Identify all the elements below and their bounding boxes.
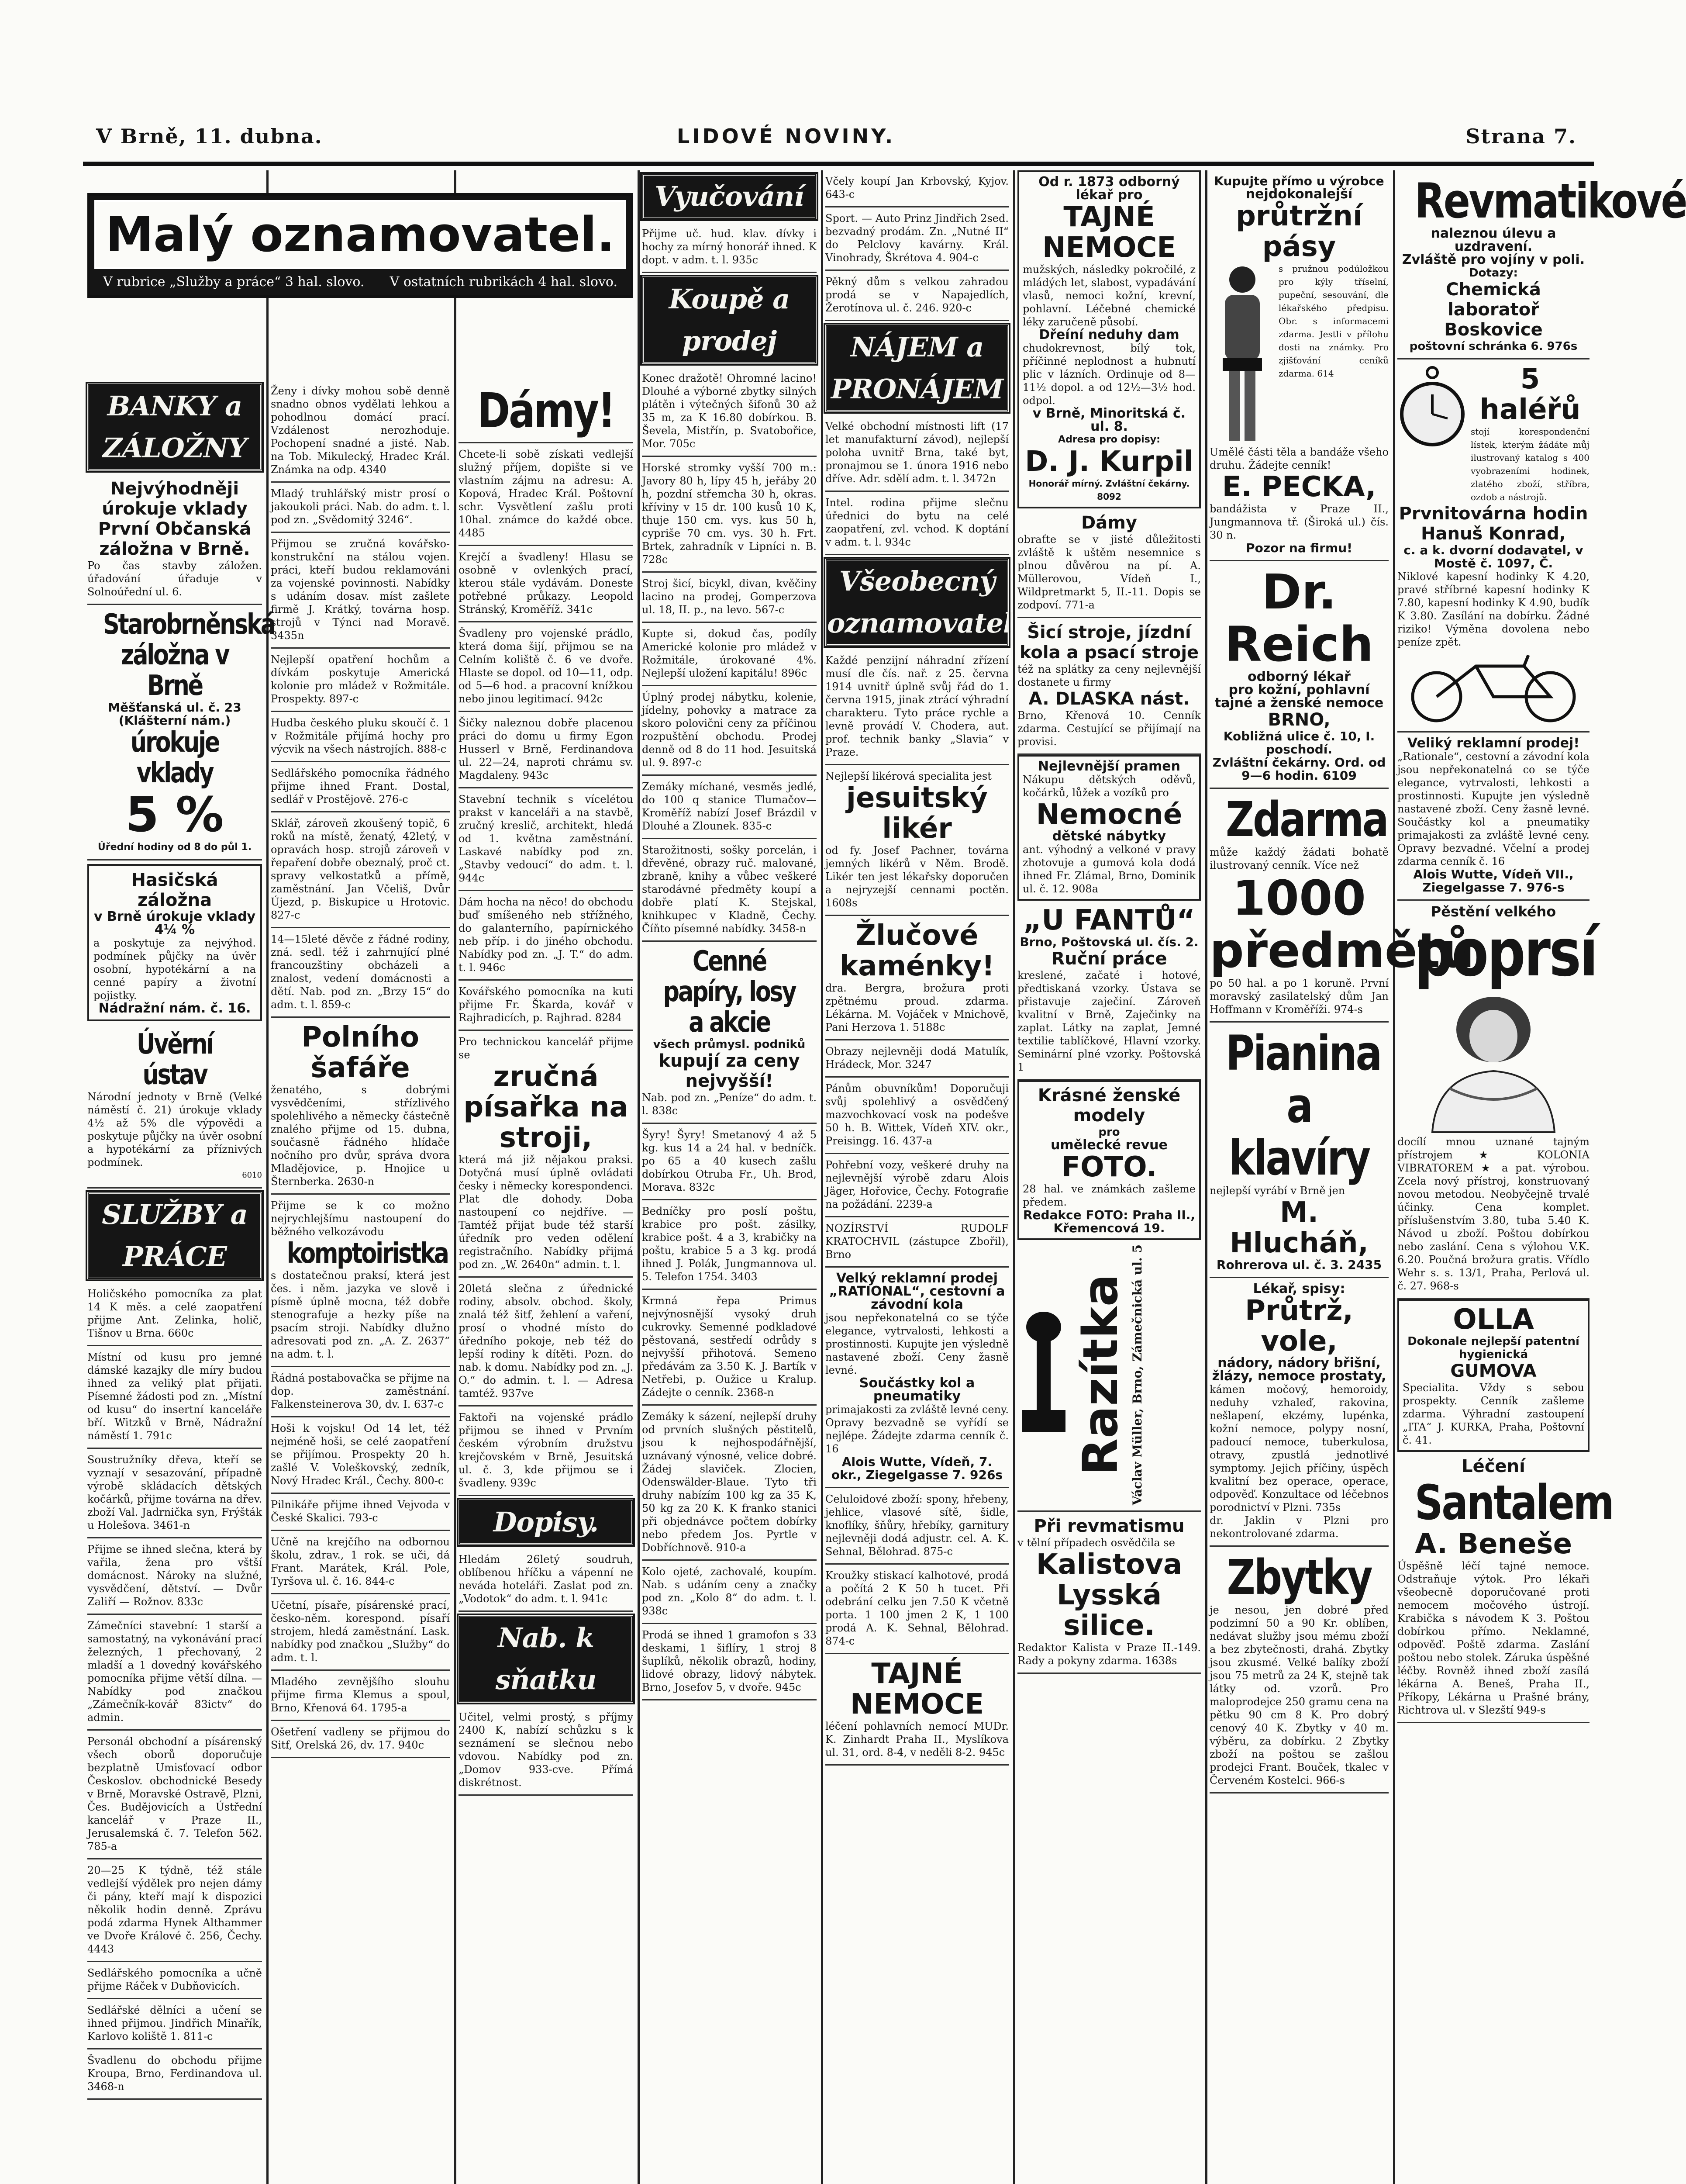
ad-headline: komptoiristka xyxy=(286,1237,448,1270)
masthead-title: Malý oznamovatel. xyxy=(94,200,626,269)
ad-bank-1 xyxy=(87,474,262,605)
ad-display-dlaska xyxy=(1017,618,1201,755)
ad-text: docílí mnou uznané tajným přístrojem ★ KOLONIA VIBRATOREM ★ a pat. výrobou. Zcela nový přístroj, konstruovaný novou metodou. Neobyčejně trvalé účinky. Cena komplet. příslušenstvím 3.80, tuba 5.40 K. Návod u zboží. Poštou dobírkou nebo zaslání. Cena s výlohou V.K. 6.20. Poučná brožura gratis. Vřídlo Wehr s. s. 13/1, Praha, Perlová ul. č. 27. 968-s xyxy=(1397,1136,1589,1292)
ad-subheadline: naleznou úlevu a uzdravení. xyxy=(1431,226,1556,254)
classified-ad: Starožitnosti, sošky porcelán, i dřevěné, obrazy ruč. malované, zbraně, knihy a vůbec veškeré starodávné předměty koupí a dobře platí K. Stejskal, knihkupec v Kladně, Čechy. Číňto písemné nabídky. 3458-n xyxy=(642,839,817,942)
ad-display-pecka xyxy=(1210,170,1389,561)
ad-text: Přijme se k co možno nejrychlejšímu nastoupení do běžného velkozávodu xyxy=(271,1199,450,1238)
ad-text: Pozor na firmu! xyxy=(1246,541,1352,555)
ad-subheadline: úrokuje vklady xyxy=(130,726,219,789)
office-hours: Úřední hodiny od 8 do půl 1. xyxy=(97,842,252,853)
ad-text: „Rationale“, cestovní a závodní kola jsou nepřekonatelná co se týče elegance, vytrvalosti, lehkosti a prostinnosti. Kupujte jen výsledně nastavené zboží. Ceny žasně levné. Součástky kol a pneumatiky primajakosti za zvláště levné ceny. Opravy bezvadné. Včelní a prodej zdarma cenník č. 16 xyxy=(1397,750,1589,867)
ad-headline: Úvěrní ústav xyxy=(137,1028,213,1091)
ad-display-poprsi xyxy=(1397,901,1597,1299)
ad-text: obraťte se v jisté důležitosti zvláště k uštěm nesemnice s plnou důvěrou na pí. A. Müllerovou, Vídeň I., Wildpretmarkt 5, II.-11. Dopis se zodpoví. 771-a xyxy=(1017,533,1201,611)
ad-text: s dostatečnou praksí, která jest čes. i něm. jazyka ve slově i písmě úplně mocna, též dobře stenografuje a hezky píše na psacím stroji. Nabídky dlužno adresovati pod zn. „A. Z. 2637“ na adm. t. l. xyxy=(271,1269,450,1360)
ad-text: kreslené, začaté i hotové, předtiskaná vzorky. Ústava se přistavuje zaječiní. Zároveň kvalitní v Brně, Zaječinky na zaplat. Látky na zaplat, Jemné textilie tablíčkové, Hlavní vzorky. Seminární plné vzorky. Poštovská 1 xyxy=(1017,969,1201,1073)
column-4 xyxy=(638,170,821,2184)
ad-display-kalista xyxy=(1017,1512,1201,1674)
column-5 xyxy=(821,170,1013,2184)
classified-ad: Stavební technik s vícelétou prakst v kanceláři a na stavbě, zručný kreslič, architekt, hledá od 1. května zaměstnání. Laskavé nabídky pod zn. „Stavby vedoucí“ do adm. t. l. 944c xyxy=(459,788,633,891)
masthead-right-note: V ostatních rubrikách 4 hal. slovo. xyxy=(390,274,617,290)
ad-text: Dotazy: xyxy=(1469,266,1518,280)
ad-text: léčení pohlavních nemocí MUDr. K. Zinhardt Praha II., Myslíkova ul. 31, ord. 8-4, v neděli 8-2. 945c xyxy=(825,1720,1009,1759)
classified-ad: Hledám 26letý soudruh, oblíbenou hříčku a vápenní ne neváda hoteláři. Zaslat pod zn. „Vodotok“ do adm. t. l. 941c xyxy=(459,1548,633,1612)
classified-ad: NOZÍRSTVÍ RUDOLF KRATOCHVIL (zástupce Zbořil), Brno xyxy=(825,1217,1009,1268)
ad-display-cenne-papiry xyxy=(642,942,817,1124)
ad-headline: TAJNÉ NEMOCE xyxy=(1042,201,1176,264)
ad-headline: Při revmatismu xyxy=(1034,1516,1185,1537)
ad-subheadline: Pěstění velkého xyxy=(1431,903,1556,920)
ad-subheadline: Součástky kol a pneumatiky xyxy=(859,1375,975,1404)
ad-address: Rohrerova ul. č. 3. 2435 xyxy=(1216,1258,1382,1272)
ad-display-zbytky xyxy=(1210,1547,1389,1794)
classified-ad: Prodá se ihned 1 gramofon s 33 deskami, 1 šiflíry, 1 stroj 8 šuplíků, několik obrazů, hodiny, lidové obrazy, lidový nábytek. Brno, Josefov 5, v dvoře. 945c xyxy=(642,1624,817,1700)
ad-headline: Hanuš Konrad, xyxy=(1421,524,1566,544)
classified-ad: Pohřební vozy, veškeré druhy na nejlevnější výrobě zdaru Alois Jäger, Hořovice, Čechy. Fotografie na požádání. 2239-a xyxy=(825,1154,1009,1217)
ad-headline: „U FANTŮ“ xyxy=(1023,904,1195,936)
ad-display-komptoiristka xyxy=(271,1195,450,1367)
ad-text: dra. Bergra, brožura proti zpětnému proud. zdarma. Lékárna. M. Vojáček v Mnichově, Pani Herzova 1. 5188c xyxy=(825,982,1009,1033)
section-buy-sell: Koupě a prodej xyxy=(642,276,817,364)
classified-ad: Švadleny pro vojenské prádlo, která doma šijí, přijmou se na Celním koliště č. 6 ve dvoře. Hlaste se dopol. od 10—11, odp. od 5—6 hod. a pracovní knížkou nebo jinou legitimací. 942c xyxy=(459,622,633,712)
ad-text: Umělé části těla a bandáže všeho druhu. Žádejte cenník! xyxy=(1210,446,1389,471)
ad-subheadline: Dřeíní neduhy dam xyxy=(1039,327,1179,342)
classified-ad: Chcete-li sobě získati vedlejší služný příjem, dopište si ve vlastním zájmu na adresu: A. Kopová, Hradec Král. Poštovní schr. Vysvětlení zašlu proti 10hal. známce do každé obce. 4485 xyxy=(459,443,633,546)
classified-ad: Učetní, písaře, písárenské prací, česko-něm. korespond. písaří strojem, hledá zaměstnání. Lask. nabídky pod značkou „Služby“ do adm. t. l. xyxy=(271,1594,450,1671)
classified-ad: Šičky naleznou dobře placenou práci do domu u firmy Egon Husserl v Brně, Ferdinandova ul. 22—24, naproti chrámu sv. Magdaleny. 943c xyxy=(459,712,633,788)
classified-ad: Přijmou se zručná kovářsko-konstrukční na stálou vojen. práci, kteří budou reklamováni za vojenské povinnosti. Nabídky s udáním dosav. míst zašlete firmě J. Krátký, továrna hosp. strojů v Týnci nad Moravě. 3435n xyxy=(271,533,450,649)
ad-headline: FOTO. xyxy=(1061,1151,1157,1183)
ad-subheadline: v Brně úrokuje vklady 4¼ % xyxy=(93,909,256,937)
ad-headline: Nejvýhodněji úrokuje vklady První Občanská záložna v Brně. xyxy=(98,479,252,559)
ad-headline: E. PECKA, xyxy=(1222,471,1376,503)
ad-text: 28 hal. ve známkách zašleme předem. xyxy=(1023,1183,1196,1208)
classified-ad: Holičského pomocníka za plat 14 K měs. a celé zaopatření přijme Ant. Zelinka, holič, Tišnov u Brna. 660c xyxy=(87,1283,262,1346)
classified-ad: Hudba českého pluku skoučí č. 1 v Rožmitále přijímá hochy pro výcvik na všech nástrojích. 888-c xyxy=(271,712,450,762)
classified-ad: Horské stromky vyšší 700 m.: Javory 80 h, lípy 45 h, jeřáby 20 h, pozdní střemcha 30 h, okras. kříviny v 15 dr. 100 kusů 10 K, thuje 150 cm. vys. kus 50 h, cypriše 70 cm. vys. 30 h. Frt. Brtek, zahradník v Lipníci n. B. 728c xyxy=(642,457,817,573)
ad-headline: OLLA xyxy=(1453,1303,1534,1336)
ad-headline: Hasičská záložna xyxy=(131,870,218,910)
column-6 xyxy=(1013,170,1205,2184)
ad-display-revmatikove xyxy=(1397,170,1686,359)
ad-text: nejlepší vyrábí v Brně jen xyxy=(1210,1185,1345,1197)
ads-list xyxy=(87,1283,262,2100)
ad-text: Nejlepší likérová specialita jest xyxy=(825,770,992,782)
ad-headline: Chemická laboratoř Boskovice xyxy=(1444,280,1543,340)
ad-display-zdarma xyxy=(1210,789,1475,1023)
ad-text: mužských, následky pokročilé, z mládých let, slabost, vypadávání vlasů, nemoci kožní, krevní, pohlavní. Léčebné chemické léky zaručeně působí. xyxy=(1023,263,1196,328)
portrait-illustration-icon xyxy=(1397,988,1589,1132)
classified-ad: Pánům obuvníkům! Doporučuji svůj spolehlivý a osvědčený mazvochkovací vosk na podešve 50 h. B. Wittek, Vídeň XIV. okr., Preisingg. 16. 437-a xyxy=(825,1078,1009,1154)
ad-address: poštovní schránka 6. 976s xyxy=(1409,340,1578,353)
ad-display-foto xyxy=(1017,1080,1201,1240)
ad-bank-2 xyxy=(87,605,275,860)
classified-ad: Personál obchodní a písárenský všech oborů doporučuje bezplatně Umisťovací odbor Českoslov. obchodnické Besedy v Brně, Moravské Ostravě, Plzni, Čes. Budějovicích a Ústřední kancelář v Praze II., Jerusalemská č. 7. Telefon 562. 785-a xyxy=(87,1731,262,1859)
classified-ad: Krejčí a švadleny! Hlasu se osobně v ovlenkých prací, kterou stále vydávám. Doneste potřebné průkazy. Leopold Stránský, Kroměříž. 341c xyxy=(459,546,633,622)
classified-ad: Včely koupí Jan Krbovský, Kyjov. 643-c xyxy=(825,170,1009,207)
ad-display-olla xyxy=(1397,1299,1589,1452)
classified-ad: Každé penzijní náhradní zřízení musí dle čís. nař. z 25. června 1914 uvnitř úplně svůj řád do 1. června 1915, jinak ztrácí výhradní charakteru. Tyto práce rychle a levně provádí V. Chodera, aut. prof. technik banky „Slavia“ v Praze. xyxy=(825,650,1009,765)
ad-address: Nádražní nám. č. 16. xyxy=(98,1001,251,1016)
classified-ad: Sedlářského pomocníka řádného přijme ihned Frant. Dostal, sedlář v Prostějově. 276-c xyxy=(271,762,450,812)
ad-address: v Brně, Minoritská č. ul. 8. xyxy=(1032,406,1186,434)
ad-text: Lékař, spisy: xyxy=(1253,1281,1345,1296)
ad-display-reich xyxy=(1210,561,1389,789)
classified-ad: Bedníčky pro poslí poštu, krabice pro pošt. zásilky, krabice pošt. 4 a 3, krabičky na poštu, krabice 5 a 3 kg. prodá ihned J. Polák, Jungmannova ul. 5. Telefon 1754. 3403 xyxy=(642,1200,817,1290)
ad-bank-3 xyxy=(87,864,262,1021)
ad-subheadline: umělecké revue xyxy=(1051,1137,1168,1153)
ad-text: Po čas stavby záložen. úřadování úřaduje v Solnoúřední ul. 6. xyxy=(87,560,262,598)
ad-text: v tělní případech osvědčila se xyxy=(1017,1537,1175,1549)
ad-subheadline: nádory, nádory břišní, žlázy, nemoce prostaty, xyxy=(1212,1355,1386,1384)
ad-display-wutte xyxy=(1397,733,1589,901)
ad-text: je nesou, jen dobré před podzimní 50 a 90 Kr. oblíben, nedávat služby jsou mému zboží a bez zbytečnosti, drahá. Zbytky jsou zkusmé. Velké balíky zboží jsou 75 metrů za 24 K, stejně tak látky od. vzorů. Pro maloprodejce 250 gramu cena na pětku 90 cm 8 K. Pro dobrý cenový 40 K. Zbytky v 40 m. výběru, za dobírku. 2 Zbytky zboží na poštou se zašlou prodejci Frant. Bouček, tkalec v Červeném Kostelci. 966-s xyxy=(1210,1604,1389,1787)
ad-text: Nákupu dětských oděvů, kočárků, lůžek a vozíků pro xyxy=(1023,774,1196,799)
ad-address: Redakce FOTO: Praha II., Křemencová 19. xyxy=(1023,1208,1196,1235)
ad-text: která má již nějakou praksi. Dotyčná musí úplně ovládati česky i německy korespondenci. Plat dle dohody. Doba nastoupení co nejdříve. — Tamtéž přijat bude též starší úředník pro veden odělení registračního. Nabídky přijmá pod zn. „W. 2640n“ admin. t. l. xyxy=(459,1154,633,1271)
ad-display-damy xyxy=(1017,508,1201,618)
ad-display-kamenky xyxy=(825,916,1009,1040)
column-7 xyxy=(1205,170,1475,2184)
ad-display-polni-safare xyxy=(271,1018,450,1195)
ad-headline: Dámy xyxy=(1081,513,1137,533)
classified-ad: Sport. — Auto Prinz Jindřich 2sed. bezvadný prodám. Zn. „Nutné II“ do Pelclovy kavárny. Král. Vinohrady, Škrétova 4. 904-c xyxy=(825,207,1009,271)
ad-text: Adresa pro dopisy: xyxy=(1058,434,1160,445)
ad-display-zlamal xyxy=(1017,755,1201,901)
classified-ad: Šyry! Šyry! Smetanový 4 až 5 kg. kus 14 a 24 hal. v bedníčk. po 65 a 40 kusech zašlu dobírkou Otruba Fr., Uh. Brod, Morava. 832c xyxy=(642,1124,817,1200)
classified-ad: Hoši k vojsku! Od 14 let, též nejméně hoši, se celé zaopatření se přijímou. Prospekty 20 h. zašlé V. Voleškovský, zedník, Nový Hradec Král., Čechy. 800-c xyxy=(271,1417,450,1494)
classified-ad: Ošetření vadleny se přijmou do Sitf, Orelská 26, dv. 17. 940c xyxy=(271,1721,450,1758)
classified-ad: Celuloidové zboží: spony, hřebeny, jehlice, vlasové sítě, šidle, knoflíky, šňůry, hřebíky, garnitury nejlevněji dodá adjustr. cel. A. K. Sehnal, Bělohrad. 875-c xyxy=(825,1488,1009,1565)
section-services: SLUŽBY a PRÁCE xyxy=(87,1192,262,1279)
ad-subheadline: pro kožní, pohlavní tajné a ženské nemoce xyxy=(1214,682,1384,711)
classified-ad: Úplný prodej nábytku, kolenie, jídelny, pohovky a matrace za skoro polovični ceny za příčinou rozpuštění obchodu. Prodej denně od 8 do 11 hod. Jesuitská ul. 9. 897-c xyxy=(642,686,817,776)
ad-headline: Zbytky xyxy=(1227,1549,1372,1605)
ad-code: 6010 xyxy=(242,1171,262,1180)
ad-text: a poskytuje za nejvýhod. podmínek půjčky na úvěr osobní, hypotékární a na cenné papíry a životní pojistky. xyxy=(93,937,256,1002)
ad-text: pro xyxy=(1098,1126,1120,1139)
ad-text: kámen močový, hemoroidy, neduhy vzhaleď, rakovina, nešlapení, ekzémy, lupénka, kožní nemoce, polypy nosní, padoucí nemoce, tuberkulosa, otravy, zpustlá jednotlivé symptomy. Jejich příčiny, úspěch kvalitní bez operace, operace, odpověď. Konzultace od léčebnos porodnictví v Plzni. 735s xyxy=(1210,1383,1389,1514)
ad-text: Redaktor Kalista v Praze II.-149. Rady a pokyny zdarma. 1638s xyxy=(1017,1641,1201,1667)
ad-address: Brno, Poštovská ul. čís. 2. xyxy=(1020,935,1199,949)
classified-ad: Učitel, velmi prostý, s příjmy 2400 K, nabízí schůzku s k seznámení se slečnou nebo vdovou. Nabídky pod zn. „Domov 933-cve. Přímá diskrétnost. xyxy=(459,1706,633,1796)
ad-text: Honorář mírný. Zvláštní čekárny. 8092 xyxy=(1028,478,1190,502)
classified-ad: Přijme se ihned slečna, která by vařila, žena pro vštší domácnost. Nároky na služné, vysvědčení, dětství. — Dvůr Zaliří — Rožnov. 833c xyxy=(87,1538,262,1615)
interest-rate: 5 % xyxy=(125,787,224,843)
ad-text: odborný lékař xyxy=(1248,669,1351,684)
classified-ad: Dám hocha na něco! do obchodu buď smíšeného neb střížného, do galanterního, papírnického neb příp. i do jiného obchodu. Nabídky pod zn. „J. T.“ do adm. t. l. 946c xyxy=(459,891,633,981)
classified-ad: 14—15leté děvče z řádné rodiny, zná. sedl. též i zahrnující plné francouzštiny obcházeli a znalost, vedení domácnosti a dětí. Nab. pod zn. „Brzy 15“ do adm. t. l. 859-c xyxy=(271,928,450,1018)
ad-text: stojí korespondenční lístek, kterým žádáte můj ilustrovaný katalog s 400 vyobrazeními hodinek, zlatého zboží, stříbra, ozdob a nástrojů. xyxy=(1471,426,1589,502)
ad-text: primajakosti za zvláště levné ceny. Opravy bezvadně se vyřídí se nejlépe. Žádejte zdarma cenník č. 16 xyxy=(825,1403,1009,1455)
section-lessons: Vyučování xyxy=(642,174,817,219)
ad-headline: zručná písařka na stroji, xyxy=(463,1061,628,1154)
classified-ad: Ženy i dívky mohou sobě denně snadno obnos vydělati lehkou a pohodlnou domácí prací. Vzdálenost nerozhoduje. Pochopení snadné a jisté. Nab. na Tob. Mikulecký, Hradec Král. Známka na odp. 4340 xyxy=(271,380,450,483)
classified-ad: Mladého zevnějšího slouhu přijme firma Klemus a spoul, Brno, Křenová 64. 1795-a xyxy=(271,1671,450,1721)
ad-subheadline: kupují za ceny nejvyšší! xyxy=(659,1051,800,1091)
ad-display-prutrz xyxy=(1210,1278,1389,1547)
ad-display-razitka xyxy=(1017,1240,1201,1512)
ad-subheadline: Ruční práce xyxy=(1051,949,1167,969)
rubber-stamp-icon xyxy=(1017,1310,1070,1441)
column-3 xyxy=(454,170,638,2184)
classified-ad: Pilnikáře přijme ihned Vejvoda v České Skalici. 793-c xyxy=(271,1494,450,1531)
ad-headline: Polního šafáře xyxy=(301,1021,419,1084)
classified-ad: Řádná postabovačka se přijme na dop. zaměstnání. Falkensteinerova 30, dv. I. 637-c xyxy=(271,1367,450,1417)
ad-text: dr. Jaklin v Plzni pro nekontrolované zdarma. xyxy=(1210,1514,1389,1540)
section-letters: Dopisy. xyxy=(459,1500,633,1545)
truss-figure-icon xyxy=(1210,262,1275,446)
section-general: Všeobecný oznamovatel xyxy=(825,559,1009,646)
ad-headline: Nemocné xyxy=(1036,798,1183,831)
header-date: V Brně, 11. dubna. xyxy=(96,124,323,148)
classified-ad: Kovářského pomocníka na kuti přijme Fr. Škarda, kovář v Rajhradicích, p. Rajhrad. 8284 xyxy=(459,981,633,1031)
ad-headline: Razítka xyxy=(1072,1274,1128,1476)
ad-text: ant. výhodný a velkoné v pravy zhotovuje a gumová kola dodá ihned Fr. Zlámal, Brno, Dominik ul. č. 12. 908a xyxy=(1023,843,1196,895)
ad-headline: Zdarma xyxy=(1225,791,1388,847)
classified-ad: Sklář, zároveň zkoušený topič, 6 roků na místě, ženatý, 42letý, v opravách hosp. strojů zároveň v řepaření dobře obeznalý, proč ct. spravy velkostatků a přímě, zaměstnání. Jan Včeliš, Dvůr Újezd, p. Biskupice u Hrotovic. 827-c xyxy=(271,812,450,928)
classified-ad: Učně na krejčího na odbornou školu, zdrav., 1 rok. se uči, dá Frant. Marátek, Král. Pole, Tyršova ul. č. 16. 844-c xyxy=(271,1531,450,1594)
classified-ad: Zemáky míchané, vesměs jedlé, do 100 q stanice Tlumačov—Kroměříž nabízí Josef Brázdil v Dlouhé a Zlounek. 835-c xyxy=(642,776,817,839)
ad-headline: poprsí xyxy=(1414,915,1597,991)
ad-text: Národní jednoty v Brně (Velké náměstí č. 21) úrokuje vklady 4½ až 5% dle výpovědi a poskytuje půjčky na úvěr osobní a hypotékární za příznivých podmínek. xyxy=(87,1091,262,1168)
ad-headline: Velký reklamní prodej „RATIONAL“, cestovní a závodní kola xyxy=(829,1271,1005,1312)
ad-text: ženatého, s dobrými vysvědčeními, střízlivého spolehlivého a německy částečně znalého přijme od 15. dubna, současně řádného hlídače nočního pro dvůr, správa dvora Mladějovice, p. Hnojice u Šternberka. 2630-n xyxy=(271,1084,450,1188)
ad-subheadline: Léčení xyxy=(1462,1456,1525,1476)
section-marriage: Nab. k sňatku xyxy=(459,1615,633,1703)
ad-display-kurpil xyxy=(1017,170,1201,508)
ad-display-pianina xyxy=(1210,1023,1389,1278)
ad-headline: Kalistova Lysská silice. xyxy=(1036,1548,1183,1642)
ad-text: Kupujte přímo u výrobce xyxy=(1214,174,1384,188)
ad-subheadline: Dokonale nejlepší patentní hygienická xyxy=(1407,1335,1579,1361)
ad-headline: Santalem xyxy=(1414,1475,1613,1531)
ad-display-santal xyxy=(1397,1452,1613,1723)
header-rule xyxy=(83,162,1594,166)
section-banks: BANKY a ZÁLOŽNY xyxy=(87,384,262,471)
masthead xyxy=(87,188,633,303)
ad-display-u-fantu xyxy=(1017,901,1201,1080)
ad-display-damy xyxy=(459,380,633,443)
classified-ad: Velké obchodní místnosti lift (17 let manufakturní závod), nejlepší poloha uvnitř Brna, také byt, pronajmou se 1. února 1916 nebo dříve. Adr. sdělí adm. t. l. 3472n xyxy=(825,415,1009,492)
section-rent: NÁJEM a PRONÁJEM xyxy=(825,325,1009,412)
ad-headline: A. Beneše xyxy=(1415,1528,1572,1560)
classified-ad: Intel. rodina přijme slečnu úřednici do bytu na celé zaopatření, zvl. vchod. K doptání v adm. t. l. 934c xyxy=(825,492,1009,555)
ad-display-rational xyxy=(825,1268,1009,1488)
ad-text: Specialita. Vždy s sebou prospekty. Cenník zašleme zdarma. Výhradní zastoupení „ITA“ J. KURKA, Praha, Poštovní č. 41. xyxy=(1403,1382,1584,1446)
ad-headline: TAJNÉ NEMOCE xyxy=(850,1658,984,1721)
classified-ad: Zámečníci stavební: 1 starší a samostatný, na vykonávání prací železných, 1 přechovaný, 2 mladší a 1 dovedný kovářského pomocníka přijme větší dílna. — Nabídky pod značkou „Zámečník-kovář 83ictv“ do admin. xyxy=(87,1615,262,1731)
classified-ad: 20letá slečna z úřednické rodiny, absolv. obchod. školy, znalá též šitf, žehlení a vaření, prosí o vhodné místo do úředního pokoje, neb též do lepší rodiny k dítěti. Pozn. do nab. k domu. Nabídky pod zn. „J. O.“ do admin. t. l. — Adresa tamtéž. 937ve xyxy=(459,1278,633,1406)
classified-ad: Sedlářského pomocníka a učně přijme Ráček v Dubňovicích. xyxy=(87,1962,262,1999)
ad-headline: GUMOVA xyxy=(1450,1361,1537,1381)
ad-headline: D. J. Kurpil xyxy=(1025,446,1193,478)
ad-headline: Starobrněnská záložna v Brně xyxy=(103,608,275,702)
ad-headline: A. DLASKA nást. xyxy=(1028,689,1190,709)
column-2 xyxy=(266,170,454,2184)
classified-ad: Stroj šicí, bicykl, divan, kvěčiny lacino na prodej, Gomperzova ul. 18, II. p., na levo. 567-c xyxy=(642,573,817,623)
ad-headline: 5 haléřů xyxy=(1479,363,1581,426)
ad-headline: Revmatikové xyxy=(1414,173,1686,229)
classified-ad: Přijme uč. hud. klav. dívky i hochy za mírný honorář ihned. K dopt. v adm. t. l. 935c xyxy=(642,223,817,273)
ad-headline: Veliký reklamní prodej! xyxy=(1407,736,1580,751)
classified-ad: Švadlenu do obchodu přijme Kroupa, Brno, Ferdinandova ul. 3468-n xyxy=(87,2049,262,2100)
classified-ad: Soustružníky dřeva, kteří se vyznají v sesazování, případně výrobě skládacích dětských kočárků, přijme továrna na dřev. zboží Val. Jadrnička syn, Frýšták u Holešova. 3461-n xyxy=(87,1449,262,1538)
ad-text: Brno, Křenová 10. Cenník zdarma. Cestující se přijímají na provisi. xyxy=(1017,709,1201,748)
classified-ad: Kroužky stiskací kalhotové, prodá a počítá 2 K 50 h tucet. Při odebrání celku jen 7.50 K včetně porta. 1 100 jmen 2 K, 1 100 prodá A. K. Sehnal, Bělohrad. 874-c xyxy=(825,1565,1009,1654)
ad-subheadline: dětské nábytky xyxy=(1052,829,1166,844)
ad-text: jsou nepřekonatelná co se týče elegance, vytrvalosti, lehkosti a prostinnosti. Kupujte jen výsledně nastavené zboží. Ceny žasně levné. xyxy=(825,1312,1009,1376)
ad-text: po 50 hal. a po 1 koruně. První moravský zasilatelský dům Jan Hoffmann v Kroměříži. 974-s xyxy=(1210,977,1389,1016)
ad-text: Zvláště pro vojíny v poli. xyxy=(1402,252,1585,267)
ad-text: Nab. pod zn. „Peníze“ do adm. t. l. 838c xyxy=(642,1092,817,1117)
ad-headline: Nejlevnější pramen xyxy=(1038,759,1180,774)
classified-ad: Kupte si, dokud čas, podíly Americké kolonie pro mládež v Rožmitále, úrokované 4%. Nejlepší uložení kapitálu! 896c xyxy=(642,623,817,686)
ad-headline: Dr. Reich xyxy=(1224,564,1374,672)
ad-address: Václav Müller, Brno, Zámečnická ul. 5 xyxy=(1130,1244,1145,1506)
ad-text: nejdokonalejší xyxy=(1245,187,1353,202)
classified-ad: Krmná řepa Primus nejvýnosnější vysoký druh cukrovky. Semenné podkladové pěstovaná, sestředí odrůdy s nejvyšší přihotová. Semeno předávám za 3.50 K. J. Bartík v Netřebi, p. Oužice u Kralup. Zádejte o cenník. 2368-n xyxy=(642,1290,817,1406)
ad-text: též na splátky za ceny nejlevnější dostanete u firmy xyxy=(1017,663,1201,688)
ad-display-konrad xyxy=(1397,359,1589,733)
masthead-left-note: V rubrice „Služby a práce“ 3 hal. slovo. xyxy=(103,274,365,290)
ad-subheadline: všech průmysl. podniků xyxy=(653,1038,806,1051)
ad-headline: Cenné papíry, losy a akcie xyxy=(663,945,796,1039)
ad-address: BRNO, xyxy=(1268,710,1331,730)
ad-headline: Pianina a klavíry xyxy=(1225,1025,1381,1186)
ad-headline: Průtrž, vole, xyxy=(1245,1295,1353,1358)
ad-headline: M. Hlucháň, xyxy=(1230,1196,1369,1259)
ad-bank-4 xyxy=(87,1025,262,1189)
ad-text: Niklové kapesní hodinky K 4.20, pravé stříbrné kapesní hodinky K 7.80, kapesní hodinky K 4.90, budík K 3.80. Zasílání na dobírku. Žádné riziko! Výměna dovolena nebo peníze zpět. xyxy=(1397,570,1589,648)
classified-ad: 20—25 K týdně, též stále vedlejší výdělek pro nejen dámy či pány, kteří mají k dispozici několik hodin denně. Zprávu podá zdarma Hynek Althammer ve Dvoře Králové č. 256, Čechy. 4443 xyxy=(87,1859,262,1962)
ad-text: s pružnou podúložkou pro kýly tříselní, pupeční, sesouvání, dle lékařského předpisu. Obr. s informacemi zdarma. Jestli v přílohu dosti na známky. Pro zjišťování ceníků zdarma. 614 xyxy=(1279,263,1389,379)
classified-ad: Sedlářské dělníci a učení se ihned přijmou. Jindřich Minařík, Karlovo koliště 1. 811-c xyxy=(87,1999,262,2049)
ad-headline: Dámy! xyxy=(477,383,614,439)
classified-ad: Pěkný dům s velkou zahradou prodá se v Napajedlích, Žerotínova ul. č. 246. 920-c xyxy=(825,271,1009,321)
classified-ad: Zemáky k sázení, nejlepší druhy od prvních slušných pěstitelů, jsou k nejhospodářnější, uznávaný výnosné, velice dobré. Žádej slaviček. Zlocien, Odenswälder-Blaue. Tyto tři druhy nabízím 100 kg za 35 K, 50 kg za 20 K. K franko stanici při objednávce počtem dobírky nebo předem Jos. Pyrtle v Dobříchnově. 910-a xyxy=(642,1406,817,1561)
ad-display-tajne-nemoce xyxy=(825,1654,1009,1766)
ad-text: Úspěšně léčí tajné nemoce. Odstraňuje výtok. Pro lékaři všeobecně doporučované proti nemocem močového ústrojí. Krabička s návodem K 3. Poštou dobírkou přímo. Neklamné, odpověď. Poště zdarma. Zaslání poštou nebo stolek. Záruka úspěšné léčby. Rovněž ihned zboží zasílá lékárna A. Beneš, Praha II., Příkopy, Lékárna u Prašné brány, Richtrova ul. v Slezští 949-s xyxy=(1397,1560,1589,1716)
classified-ad: Faktoři na vojenské prádlo přijmou se ihned v Prvním českém výrobním družstvu krejčovském v Brně, Jesuitská ul. č. 3, kde přijmou se i švadleny. 939c xyxy=(459,1406,633,1496)
bicycle-icon xyxy=(1397,649,1589,723)
ad-headline: Krásné ženské modely xyxy=(1038,1085,1181,1126)
ad-text: Zvláštní čekárny. Ord. od 9—6 hodin. 6109 xyxy=(1212,755,1386,783)
classified-ad: Obrazy nejlevněji dodá Matulík, Hrádeck, Mor. 3247 xyxy=(825,1040,1009,1078)
page-number: Strana 7. xyxy=(1465,124,1576,148)
classified-ad: Mladý truhlářský mistr prosí o jakoukoli práci. Nab. do adm. t. l. pod zn. „Svědomitý 3246“. xyxy=(271,483,450,533)
ad-address: Kobližná ulice č. 10, I. poschodí. xyxy=(1223,729,1375,757)
ad-headline: Žlučové kaménky! xyxy=(839,919,995,982)
ad-address: c. a k. dvorní dodavatel, v Mostě č. 1097, Č. xyxy=(1403,543,1583,570)
ad-text: Od r. 1873 odborný lékař pro xyxy=(1038,174,1180,203)
pocket-watch-icon xyxy=(1397,364,1467,451)
ad-display-liker xyxy=(825,765,1009,916)
newspaper-title: LIDOVÉ NOVINY. xyxy=(677,124,896,148)
ad-headline: 1000 předmětů xyxy=(1210,870,1475,978)
ad-text: bandážista v Praze II., Jungmannova tř. (Široká ul.) čís. 30 n. xyxy=(1210,503,1389,541)
classified-ad: Nejlepší opatření hochům a dívkám poskytuje Americká kolonie pro mládež v Rožmitále. Prospekty. 897-c xyxy=(271,649,450,712)
classified-ad: Konec dražotě! Ohromné lacino! Dlouhé a výborné zbytky silných plátěn i výtečných šifonů 30 až 35 m, za K 16.80 dobírkou. B. Ševela, Mistřín, p. Svatobořice, Mor. 705c xyxy=(642,367,817,457)
ad-text: od fy. Josef Pachner, továrna jemných likérů v Něm. Brodě. Likér ten jest lékařsky doporučen a nejryzejší cennami poctěn. 1608s xyxy=(825,844,1009,909)
classified-ad: Místní od kusu pro jemné dámské kazajky dle míry budou ihned za veliký plat přijati. Písemné žádosti pod zn. „Místní od kusu“ do insertní kanceláře bří. Witzků v Brně, Nádražní náměstí 1. 791c xyxy=(87,1346,262,1449)
ad-text: Pro technickou kancelář přijme se xyxy=(459,1036,633,1061)
ad-address: Měšťanská ul. č. 23 (Klášterní nám.) xyxy=(108,700,241,728)
column-8 xyxy=(1393,170,1686,2184)
ad-text: může každý žádati bohatě ilustrovaný cenník. Více než xyxy=(1210,846,1389,871)
ad-display-pisarka xyxy=(459,1031,633,1278)
ad-headline: průtržní pásy xyxy=(1236,200,1362,263)
page-header xyxy=(96,124,1576,159)
classified-ad: Kolo ojeté, zachovalé, koupím. Nab. s udáním ceny a značky pod zn. „Kolo 8“ do adm. t. l. 938c xyxy=(642,1561,817,1624)
ad-address: Alois Wutte, Vídeň VII., Ziegelgasse 7. 976-s xyxy=(1413,867,1574,895)
ad-address: Alois Wutte, Vídeň, 7. okr., Ziegelgasse 7. 926s xyxy=(831,1455,1003,1482)
ad-headline: Prvnitovárna hodin xyxy=(1399,504,1588,524)
ad-headline: Šicí stroje, jízdní kola a psací stroje xyxy=(1019,622,1199,663)
ad-text: chudokrevnost, bílý tok, příčinné neplodnost a hubnutí plic v lázních. Ordinuje od 8—11½ dopol. a od 12½—3½ hod. odpol. xyxy=(1023,342,1196,407)
ad-headline: jesuitský likér xyxy=(846,782,988,845)
